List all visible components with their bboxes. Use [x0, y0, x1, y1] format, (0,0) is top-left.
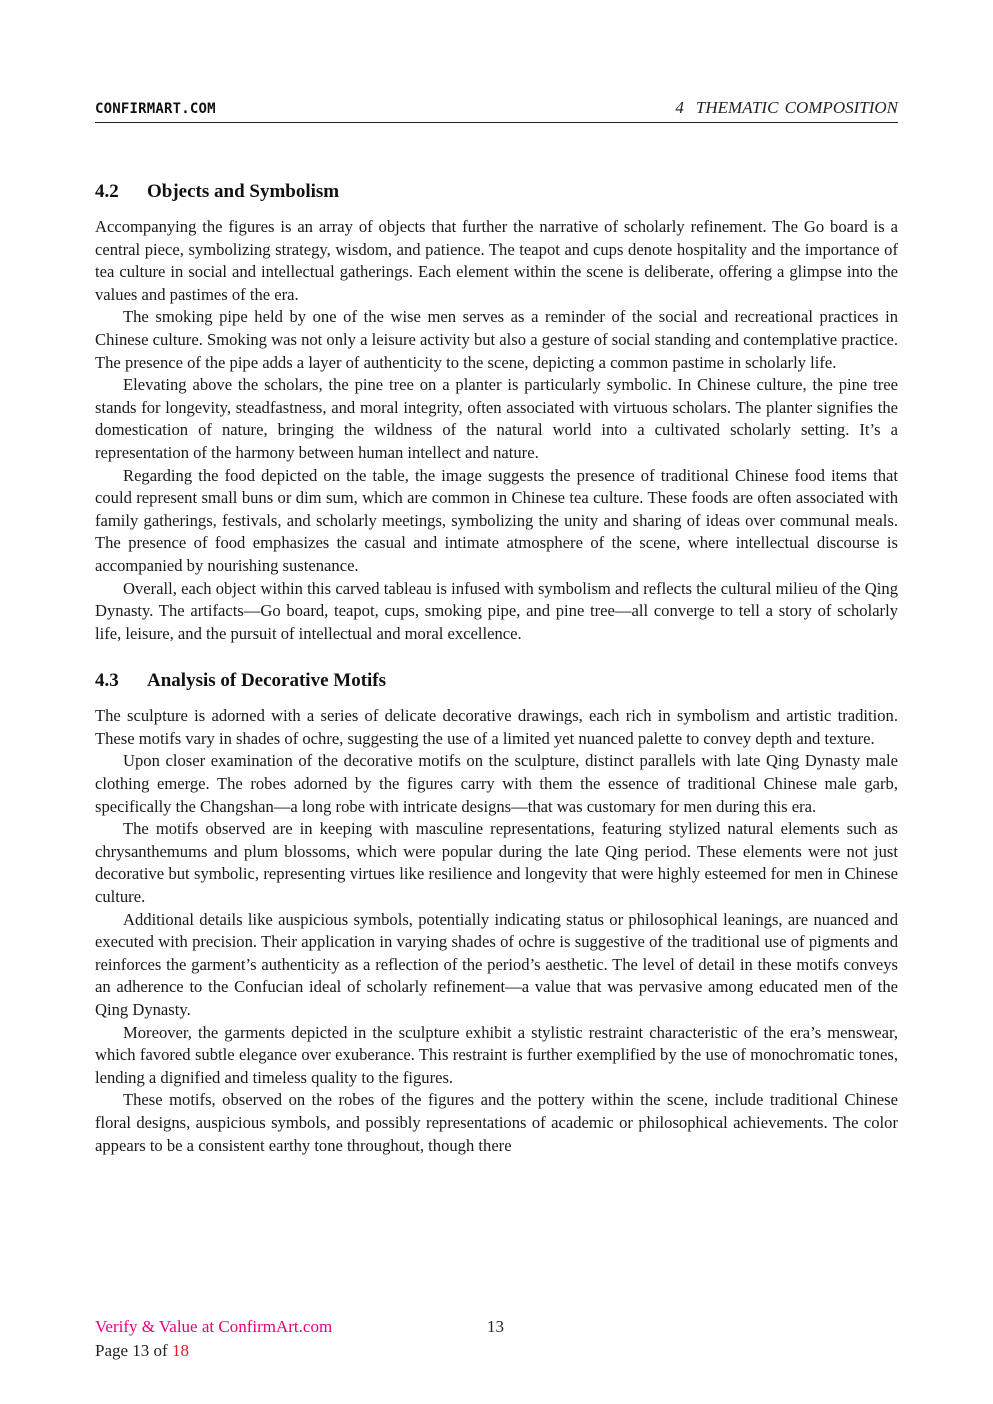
- paragraph: The sculpture is adorned with a series of delicate decorative drawings, each rich in symbolism and artistic tradition. These motifs vary in shades of ochre, suggesting the use of a limited yet nuanced palette to convey depth and texture.: [95, 706, 898, 748]
- section-heading: [95, 180, 898, 204]
- section-heading: [95, 669, 898, 693]
- page-content: [95, 180, 898, 1157]
- chapter-number: 4: [675, 98, 684, 117]
- paragraph: Moreover, the garments depicted in the sculpture exhibit a stylistic restraint characteristic of the era’s menswear, which favored subtle elegance over exuberance. This restraint is further exemplified by the use of monochromatic tones, lending a dignified and timeless quality to the figures.: [95, 1022, 898, 1087]
- page-count: [95, 1339, 898, 1363]
- paragraph: Additional details like auspicious symbols, potentially indicating status or philosophical leanings, are nuanced and executed with precision. Their application in varying shades of ochre is suggestive of the traditional use of pigments and reinforces the garment’s authenticity as a reflection of the period’s aesthetic. The level of detail in these motifs conveys an adherence to the Confucian ideal of scholarly refinement—a value that was pervasive among educated men of the Qing Dynasty.: [95, 909, 898, 1019]
- section-number: 4.3: [95, 670, 119, 692]
- verify-value-link[interactable]: Verify & Value at ConfirmArt.com: [95, 1317, 333, 1336]
- paragraph: Elevating above the scholars, the pine tree on a planter is particularly symbolic. In Chinese culture, the pine tree stands for longevity, steadfastness, and moral integrity, often associated with virtuous scholars. The planter signifies the domestication of nature, bringing the wildness of the natural world into a cultivated scholarly setting. It’s a representation of the harmony between human intellect and nature.: [95, 375, 898, 462]
- paragraph: Upon closer examination of the decorative motifs on the sculpture, distinct parallels with late Qing Dynasty male clothing emerge. The robes adorned by the figures carry with them the essence of traditional Chinese male garb, specifically the Changshan—a long robe with intricate designs—that was customary for men during this era.: [95, 751, 898, 816]
- chapter-title: THEMATIC COMPOSITION: [695, 98, 898, 117]
- paragraph: Accompanying the figures is an array of objects that further the narrative of scholarly refinement. The Go board is a central piece, symbolizing strategy, wisdom, and patience. The teapot and cups denote hospitality and the importance of tea culture in social and intellectual gatherings. Each element within the scene is deliberate, offering a glimpse into the values and pastimes of the era.: [95, 217, 898, 304]
- paragraph: These motifs, observed on the robes of the figures and the pottery within the scene, include traditional Chinese floral designs, auspicious symbols, and possibly representations of academic or philosophical achievements. The color appears to be a consistent earthy tone throughout, though there: [95, 1090, 898, 1155]
- section-number: 4.2: [95, 181, 119, 202]
- document-page: [95, 0, 898, 1404]
- page-footer: [95, 1315, 898, 1363]
- confirmart-logo[interactable]: CONFIRMART.COM: [95, 101, 216, 117]
- section-title: Objects and Symbolism: [147, 181, 340, 202]
- paragraph: Overall, each object within this carved tableau is infused with symbolism and reflects the cultural milieu of the Qing Dynasty. The artifacts—Go board, teapot, cups, smoking pipe, and pine tree—all converge to tell a story of scholarly life, leisure, and the pursuit of intellectual and moral excellence.: [95, 578, 898, 643]
- section-title: Analysis of Decorative Motifs: [147, 670, 387, 692]
- paragraph: Regarding the food depicted on the table, the image suggests the presence of traditional Chinese food items that could represent small buns or dim sum, which are common in Chinese tea culture. These foods are often associated with family gatherings, festivals, and scholarly meetings, symbolizing the unity and sharing of ideas over communal meals. The presence of food emphasizes the casual and intimate atmosphere of the scene, where intellectual discourse is accompanied by nourishing sustenance.: [95, 465, 898, 575]
- page-number: 13: [487, 1317, 504, 1336]
- page-total[interactable]: 18: [171, 1341, 189, 1360]
- paragraph: The smoking pipe held by one of the wise men serves as a reminder of the social and recreational practices in Chinese culture. Smoking was not only a leisure activity but also a gesture of social standing and contemplative practice. The presence of the pipe adds a layer of authenticity to the scene, depicting a common pastime in scholarly life.: [95, 307, 898, 372]
- running-head: [675, 98, 898, 118]
- paragraph: The motifs observed are in keeping with masculine representations, featuring stylized natural elements such as chrysanthemums and plum blossoms, which were popular during the late Qing period. These elements were not just decorative but symbolic, representing virtues like resilience and longevity that were highly esteemed for men in Chinese culture.: [95, 819, 898, 907]
- page-header: [95, 98, 898, 123]
- page-count-label: Page 13 of: [95, 1341, 168, 1360]
